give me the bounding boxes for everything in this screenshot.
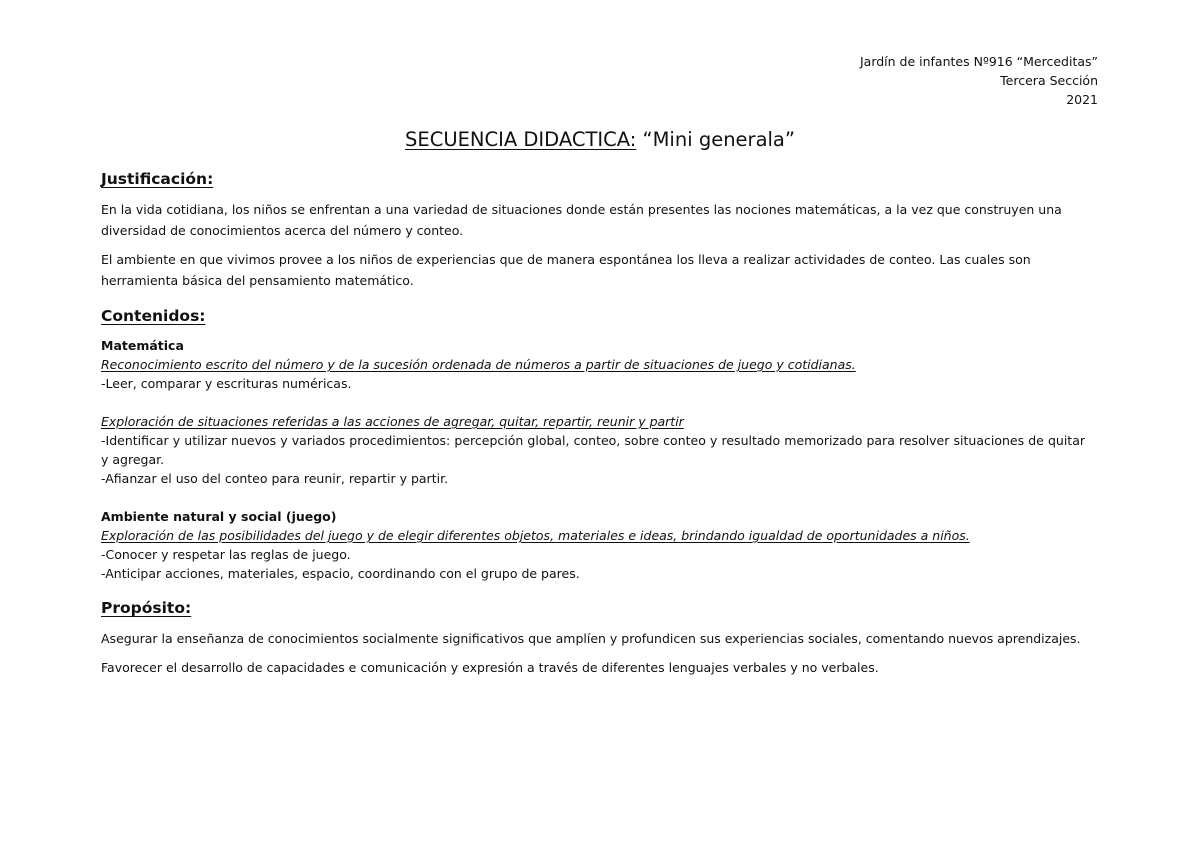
proposito-paragraph-1: Asegurar la enseñanza de conocimientos socialmente significativos que amplíen y profundicen sus experiencias sociales, comentando nuevos aprendizajes. — [101, 631, 1081, 646]
ambiente-topic: Exploración de las posibilidades del juego y de elegir diferentes objetos, materiales e ideas, brindando igualdad de oportunidades a niños. — [101, 528, 970, 543]
document-body — [101, 168, 1085, 686]
matematica-item-1: -Leer, comparar y escrituras numéricas. — [101, 376, 352, 391]
year: 2021 — [1066, 92, 1098, 107]
ambiente-title: Ambiente natural y social (juego) — [101, 509, 337, 524]
matematica-block — [101, 336, 1085, 488]
ambiente-block — [101, 507, 1085, 583]
matematica-item-2: -Identificar y utilizar nuevos y variados procedimientos: percepción global, conteo, sobre conteo y resultado memorizado para resolver situaciones de quitar y agregar. — [101, 433, 1085, 467]
document-header — [860, 52, 1098, 109]
section-name: Tercera Sección — [1000, 73, 1098, 88]
justificacion-paragraph-2: El ambiente en que vivimos provee a los niños de experiencias que de manera espontánea los lleva a realizar actividades de conteo. Las cuales son herramienta básica del pensamiento matemático. — [101, 252, 1031, 288]
matematica-topic-2: Exploración de situaciones referidas a las acciones de agregar, quitar, repartir, reunir y partir — [101, 414, 684, 429]
proposito-heading: Propósito: — [101, 599, 192, 617]
matematica-topic-1: Reconocimiento escrito del número y de la sucesión ordenada de números a partir de situaciones de juego y cotidianas. — [101, 357, 856, 372]
title-name: “Mini generala” — [636, 128, 795, 151]
title-label: SECUENCIA DIDACTICA: — [405, 128, 637, 151]
ambiente-item-1: -Conocer y respetar las reglas de juego. — [101, 547, 351, 562]
matematica-title: Matemática — [101, 338, 184, 353]
justificacion-heading: Justificación: — [101, 170, 214, 188]
institution-name: Jardín de infantes Nº916 “Merceditas” — [859, 54, 1098, 69]
ambiente-item-2: -Anticipar acciones, materiales, espacio, coordinando con el grupo de pares. — [101, 566, 580, 581]
proposito-paragraph-2: Favorecer el desarrollo de capacidades e comunicación y expresión a través de diferentes lenguajes verbales y no verbales. — [101, 660, 879, 675]
contenidos-heading: Contenidos: — [101, 307, 206, 325]
page-title — [0, 127, 1200, 153]
justificacion-paragraph-1: En la vida cotidiana, los niños se enfrentan a una variedad de situaciones donde están presentes las nociones matemáticas, a la vez que construyen una diversidad de conocimientos acerca del número y conteo. — [101, 202, 1062, 238]
matematica-item-3: -Afianzar el uso del conteo para reunir, repartir y partir. — [101, 471, 449, 486]
